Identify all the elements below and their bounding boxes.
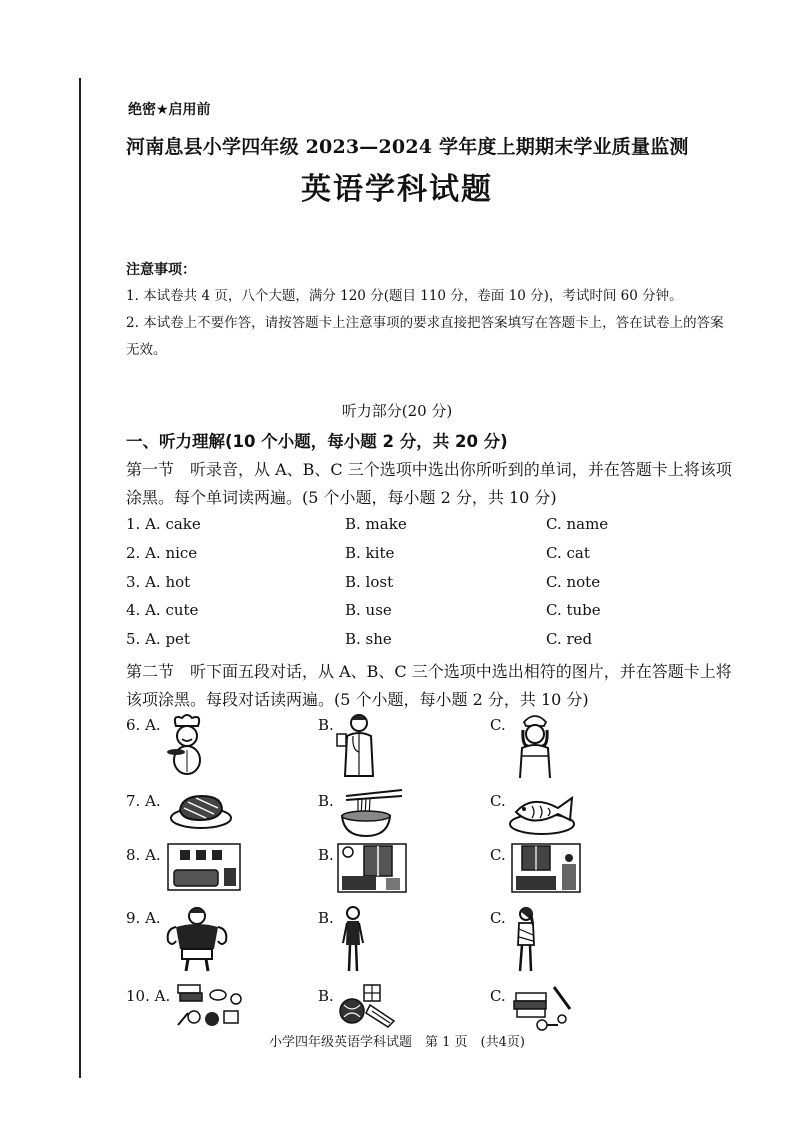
option-c: C. bbox=[490, 909, 506, 927]
study-icon bbox=[336, 842, 408, 894]
option-b: B. she bbox=[345, 630, 392, 648]
word-question bbox=[126, 544, 746, 568]
option-b: B. use bbox=[345, 601, 392, 619]
section-heading: 一、听力理解(10 个小题，每小题 2 分，共 20 分) bbox=[126, 432, 508, 451]
option-c: C. tube bbox=[546, 601, 601, 619]
option-b: B. bbox=[318, 987, 334, 1005]
option-a: 4. A. cute bbox=[126, 601, 199, 619]
cook-icon bbox=[162, 712, 212, 778]
binding-line bbox=[79, 78, 81, 1078]
living-room-icon bbox=[166, 842, 242, 892]
picture-question bbox=[126, 842, 746, 912]
option-c: C. cat bbox=[546, 544, 590, 562]
option-a: 10. A. bbox=[126, 987, 171, 1005]
picture-question bbox=[126, 712, 746, 782]
option-a: 8. A. bbox=[126, 846, 161, 864]
part1-instructions: 第一节 听录音，从 A、B、C 三个选项中选出你所听到的单词，并在答题卡上将该项涂黑。每个单词读两遍。(5 个小题，每小题 2 分，共 10 分) bbox=[126, 460, 732, 507]
option-c: C. note bbox=[546, 573, 601, 591]
exam-title: 河南息县小学四年级 2023—2024 学年度上期期末学业质量监测 bbox=[126, 136, 689, 158]
word-question bbox=[126, 515, 746, 539]
option-a: 1. A. cake bbox=[126, 515, 201, 533]
nurse-icon bbox=[510, 712, 560, 778]
notice-item: 2. 本试卷上不要作答，请按答题卡上注意事项的要求直接把答案填写在答题卡上，答在试卷上的答案无效。 bbox=[126, 315, 724, 358]
fish-icon bbox=[508, 788, 578, 836]
notice-item: 1. 本试卷共 4 页，八个大题，满分 120 分(题目 110 分，卷面 10 分)，考试时间 60 分钟。 bbox=[126, 288, 683, 304]
option-b: B. make bbox=[345, 515, 407, 533]
option-b: B. bbox=[318, 716, 334, 734]
strong-man-icon bbox=[162, 905, 232, 973]
option-a: 3. A. hot bbox=[126, 573, 191, 591]
option-b: B. bbox=[318, 909, 334, 927]
books-keys-icon bbox=[512, 983, 574, 1031]
option-c: C. bbox=[490, 846, 506, 864]
option-b: B. lost bbox=[345, 573, 394, 591]
option-b: B. kite bbox=[345, 544, 395, 562]
word-question bbox=[126, 573, 746, 597]
option-a: 6. A. bbox=[126, 716, 161, 734]
bedroom-icon bbox=[510, 842, 582, 894]
option-a: 7. A. bbox=[126, 792, 161, 810]
listening-part-title: 听力部分(20 分) bbox=[341, 402, 453, 420]
option-b: B. bbox=[318, 792, 334, 810]
page-footer: 小学四年级英语学科试题 第 1 页 (共4页) bbox=[269, 1035, 525, 1050]
word-question bbox=[126, 601, 746, 625]
option-c: C. red bbox=[546, 630, 593, 648]
option-a: 5. A. pet bbox=[126, 630, 190, 648]
beef-icon bbox=[168, 788, 234, 832]
noodles-icon bbox=[336, 788, 406, 838]
option-c: C. bbox=[490, 987, 506, 1005]
option-c: C. name bbox=[546, 515, 609, 533]
option-a: 9. A. bbox=[126, 909, 161, 927]
part2-instructions: 第二节 听下面五段对话，从 A、B、C 三个选项中选出相符的图片，并在答题卡上将该项涂黑。每段对话读两遍。(5 个小题，每小题 2 分，共 10 分) bbox=[126, 662, 732, 709]
doctor-icon bbox=[334, 712, 384, 778]
girl-icon bbox=[510, 905, 542, 973]
option-a: 2. A. nice bbox=[126, 544, 198, 562]
option-c: C. bbox=[490, 716, 506, 734]
school-things-icon bbox=[174, 983, 244, 1029]
subject-title: 英语学科试题 bbox=[301, 172, 493, 207]
notice-heading: 注意事项： bbox=[126, 262, 196, 278]
option-c: C. bbox=[490, 792, 506, 810]
toys-icon bbox=[336, 983, 398, 1029]
word-question bbox=[126, 630, 746, 654]
tall-thin-man-icon bbox=[338, 905, 368, 973]
picture-question bbox=[126, 905, 746, 975]
confidential-label: 绝密★启用前 bbox=[128, 102, 211, 118]
option-b: B. bbox=[318, 846, 334, 864]
